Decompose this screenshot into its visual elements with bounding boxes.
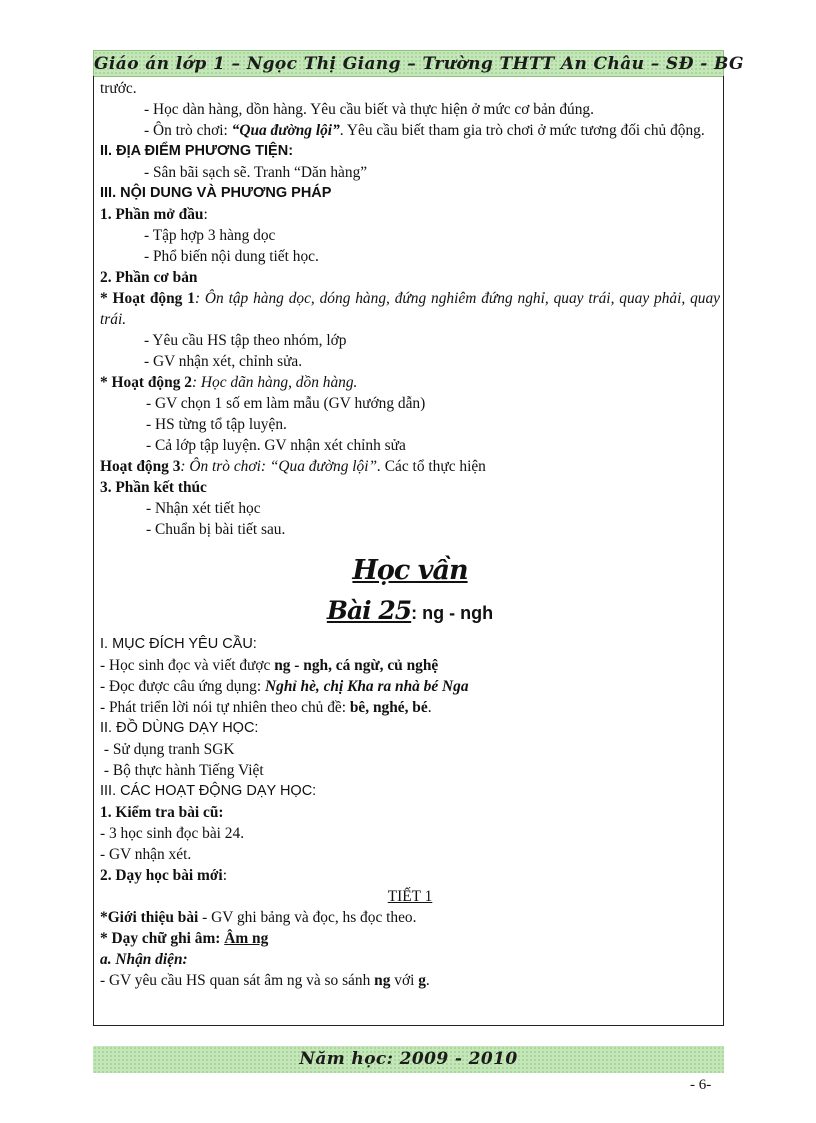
- text-line: * Dạy chữ ghi âm: Âm ng: [100, 930, 269, 947]
- section-heading: II. ĐỒ DÙNG DẠY HỌC:: [100, 720, 259, 736]
- activity-3: Hoạt động 3: Ôn trò chơi: “Qua đường lội”. Các tổ thực hiện: [100, 458, 486, 475]
- section-heading: I. MỤC ĐÍCH YÊU CẦU:: [100, 636, 257, 652]
- text-line: - GV nhận xét.: [100, 846, 192, 863]
- text-line: - Sử dụng tranh SGK: [100, 741, 235, 758]
- text-line: trước.: [100, 80, 137, 97]
- subject-title: Học vần: [352, 555, 468, 586]
- section-heading: III. CÁC HOẠT ĐỘNG DẠY HỌC:: [100, 783, 317, 799]
- text-line: - 3 học sinh đọc bài 24.: [100, 825, 245, 842]
- text-line: - Tập hợp 3 hàng dọc: [144, 227, 276, 244]
- page-number: - 6-: [690, 1077, 712, 1093]
- text-line: - Học sinh đọc và viết được ng - ngh, cá ngừ, củ nghệ: [100, 657, 439, 674]
- lesson-title: [100, 596, 720, 634]
- section-heading: III. NỘI DUNG VÀ PHƯƠNG PHÁP: [100, 185, 332, 201]
- text-line: - Chuẩn bị bài tiết sau.: [146, 521, 286, 538]
- lesson-topic: : ng - ngh: [411, 603, 494, 623]
- part-heading: 2. Dạy học bài mới:: [100, 867, 227, 884]
- text-line: - Học dàn hàng, dồn hàng. Yêu cầu biết và thực hiện ở mức cơ bản đúng.: [144, 101, 594, 118]
- page-content: [100, 78, 720, 991]
- footer-band: [93, 1046, 724, 1073]
- part-heading: 1. Phần mở đầu:: [100, 206, 208, 223]
- text-line: - Bộ thực hành Tiếng Việt: [100, 762, 264, 779]
- header-band: [93, 50, 744, 77]
- activity-1: * Hoạt động 1: Ôn tập hàng dọc, dóng hàng, đứng nghiêm đứng nghỉ, quay trái, quay phải, quay trái.: [100, 290, 720, 328]
- text-line: - Phổ biến nội dung tiết học.: [144, 248, 319, 265]
- part-heading: 2. Phần cơ bản: [100, 269, 198, 286]
- text-line: *Giới thiệu bài - GV ghi bảng và đọc, hs đọc theo.: [100, 909, 417, 926]
- text-line: - Phát triển lời nói tự nhiên theo chủ đề: bê, nghé, bé.: [100, 699, 432, 716]
- text-line: - Cả lớp tập luyện. GV nhận xét chỉnh sửa: [146, 437, 406, 454]
- text-line: - Nhận xét tiết học: [146, 500, 261, 517]
- part-heading: 1. Kiểm tra bài cũ:: [100, 804, 224, 821]
- footer-text: Năm học: 2009 - 2010: [299, 1049, 518, 1069]
- text-line: - HS từng tổ tập luyện.: [146, 416, 287, 433]
- subsection-heading: a. Nhận diện:: [100, 951, 188, 968]
- text-line: - Sân bãi sạch sẽ. Tranh “Dăn hàng”: [144, 164, 368, 181]
- text-line: - Đọc được câu ứng dụng: Nghỉ hè, chị Kha ra nhà bé Nga: [100, 678, 469, 695]
- period-heading: TIẾT 1: [387, 888, 433, 905]
- text-line: - GV nhận xét, chỉnh sửa.: [144, 353, 303, 370]
- lesson-number: Bài 25: [326, 596, 412, 625]
- part-heading: 3. Phần kết thúc: [100, 479, 207, 496]
- text-line: - Ôn trò chơi: “Qua đường lội”. Yêu cầu biết tham gia trò chơi ở mức tương đối chủ động.: [144, 122, 705, 139]
- activity-2: * Hoạt động 2: Học dãn hàng, dồn hàng.: [100, 374, 358, 391]
- header-text: Giáo án lớp 1 – Ngọc Thị Giang – Trường THTT An Châu – SĐ - BG: [94, 54, 744, 74]
- text-line: - Yêu cầu HS tập theo nhóm, lớp: [144, 332, 347, 349]
- game-name: “Qua đường lội”: [231, 122, 340, 139]
- text-line: - GV yêu cầu HS quan sát âm ng và so sánh ng với g.: [100, 972, 430, 989]
- text-line: - GV chọn 1 số em làm mẫu (GV hướng dẫn): [146, 395, 426, 412]
- section-heading: II. ĐỊA ĐIỂM PHƯƠNG TIỆN:: [100, 143, 294, 159]
